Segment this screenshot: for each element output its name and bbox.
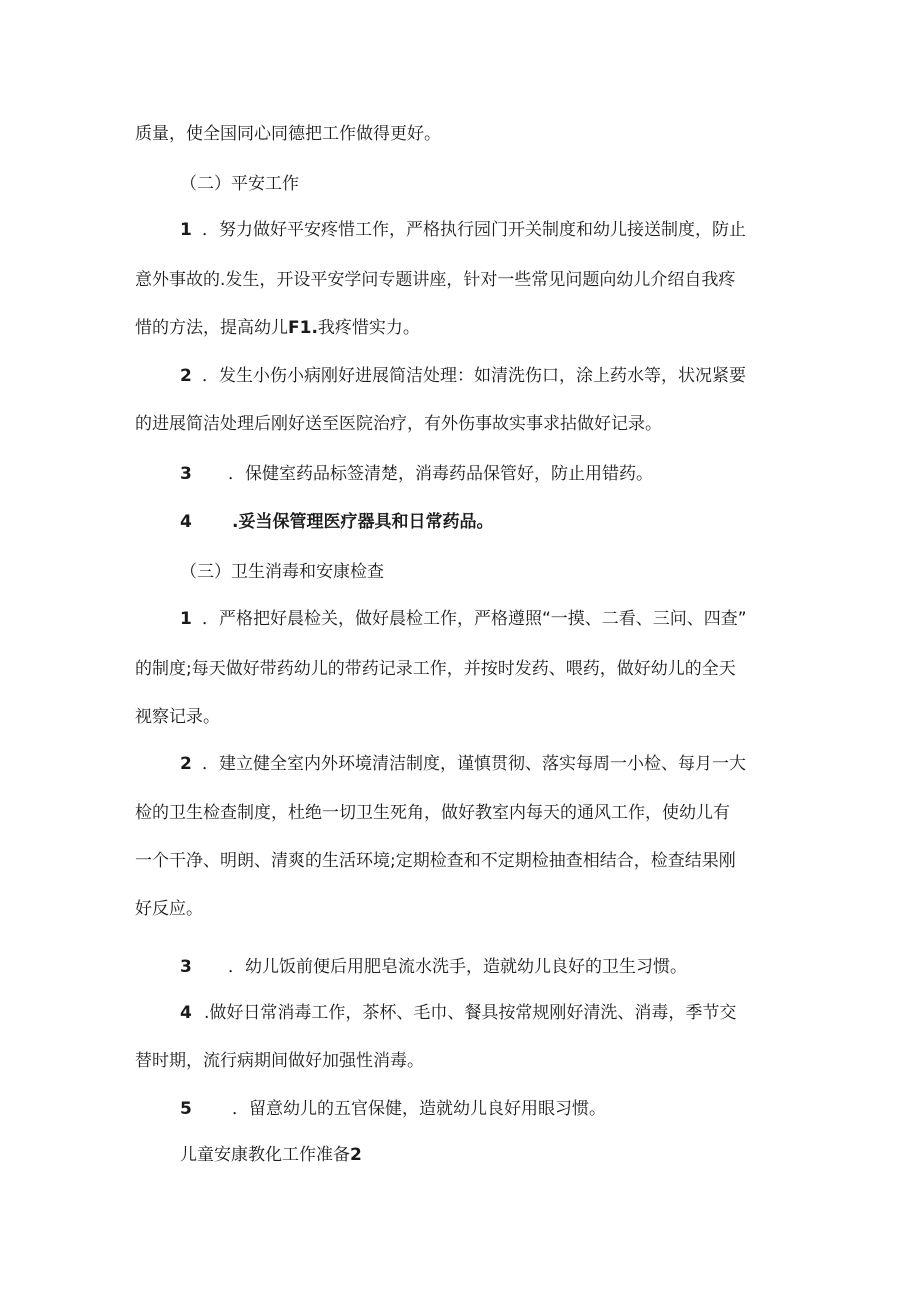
- item-text: ．建立健全室内外环境清洁制度，谨慎贯彻、落实每周一小检、每月一大: [202, 754, 746, 774]
- text-segment: 惜的方法，提高幼儿: [135, 318, 288, 338]
- list-item: [180, 462, 653, 486]
- item-text: ．留意幼儿的五官保健，造就幼儿良好用眼习惯。: [232, 1099, 606, 1119]
- text-line: 好反应。: [135, 899, 203, 919]
- item-text: ．发生小伤小病刚好进展简洁处理：如清洗伤口，涂上药水等，状况紧要: [202, 366, 746, 386]
- list-number: 3: [180, 957, 192, 977]
- title-text: 儿童安康教化工作准备: [180, 1145, 350, 1165]
- text-line: 的进展简洁处理后刚好送至医院治疗，有外伤事故实事求拈做好记录。: [135, 414, 662, 434]
- text-line: 视察记录。: [135, 707, 220, 727]
- list-number: 3: [180, 464, 192, 484]
- list-number: 1: [180, 609, 192, 629]
- list-item: [180, 1097, 606, 1121]
- list-item-first-line: [180, 218, 746, 242]
- section-heading: （三）卫生消毒和安康检查: [180, 562, 384, 582]
- list-number: 1: [180, 220, 192, 240]
- text-line: 的制度;每天做好带药幼儿的带药记录工作，并按时发药、喂药，做好幼儿的全天: [135, 659, 736, 679]
- item-text: .做好日常消毒工作，茶杯、毛巾、餐具按常规刚好清洗、消毒，季节交: [204, 1003, 737, 1023]
- list-item: [180, 955, 687, 979]
- item-text: ．严格把好晨检关，做好晨检工作，严格遵照“一摸、二看、三问、四查”: [202, 609, 747, 629]
- item-text: ．幼儿饭前便后用肥皂流水洗手，造就幼儿良好的卫生习惯。: [228, 957, 687, 977]
- text-line: [135, 316, 420, 340]
- list-number: 2: [180, 366, 192, 386]
- text-segment: 我疼惜实力。: [317, 318, 420, 338]
- list-number: 5: [180, 1099, 192, 1119]
- list-item-first-line: [180, 1001, 736, 1025]
- list-number: 4: [180, 512, 192, 532]
- text-line: 一个干净、明朗、清爽的生活环境;定期检查和不定期检抽查相结合，检查结果刚: [135, 851, 736, 871]
- section-heading: （二）平安工作: [180, 174, 299, 194]
- text-segment-bold: F1.: [288, 318, 318, 338]
- text-line: 意外事故的.发生，开设平安学问专题讲座，针对一些常见问题向幼儿介绍自我疼: [135, 270, 736, 290]
- text-line: 替时期，流行病期间做好加强性消毒。: [135, 1051, 424, 1071]
- text-line: 质量，使全国同心同德把工作做得更好。: [135, 124, 441, 144]
- text-line: 检的卫生检查制度，杜绝一切卫生死角，做好教室内每天的通风工作，使幼儿有: [135, 803, 730, 823]
- item-text: .妥当保管理医疗器具和日常药品。: [232, 512, 494, 532]
- section-title: [180, 1143, 362, 1167]
- item-text: ．保健室药品标签清楚，消毒药品保管好，防止用错药。: [228, 464, 653, 484]
- title-number: 2: [350, 1145, 362, 1165]
- list-item-first-line: [180, 607, 747, 631]
- list-item-first-line: [180, 752, 746, 776]
- list-item-first-line: [180, 364, 746, 388]
- list-number: 4: [180, 1003, 192, 1023]
- list-number: 2: [180, 754, 192, 774]
- list-item: [180, 510, 493, 534]
- item-text: ．努力做好平安疼惜工作，严格执行园门开关制度和幼儿接送制度，防止: [202, 220, 746, 240]
